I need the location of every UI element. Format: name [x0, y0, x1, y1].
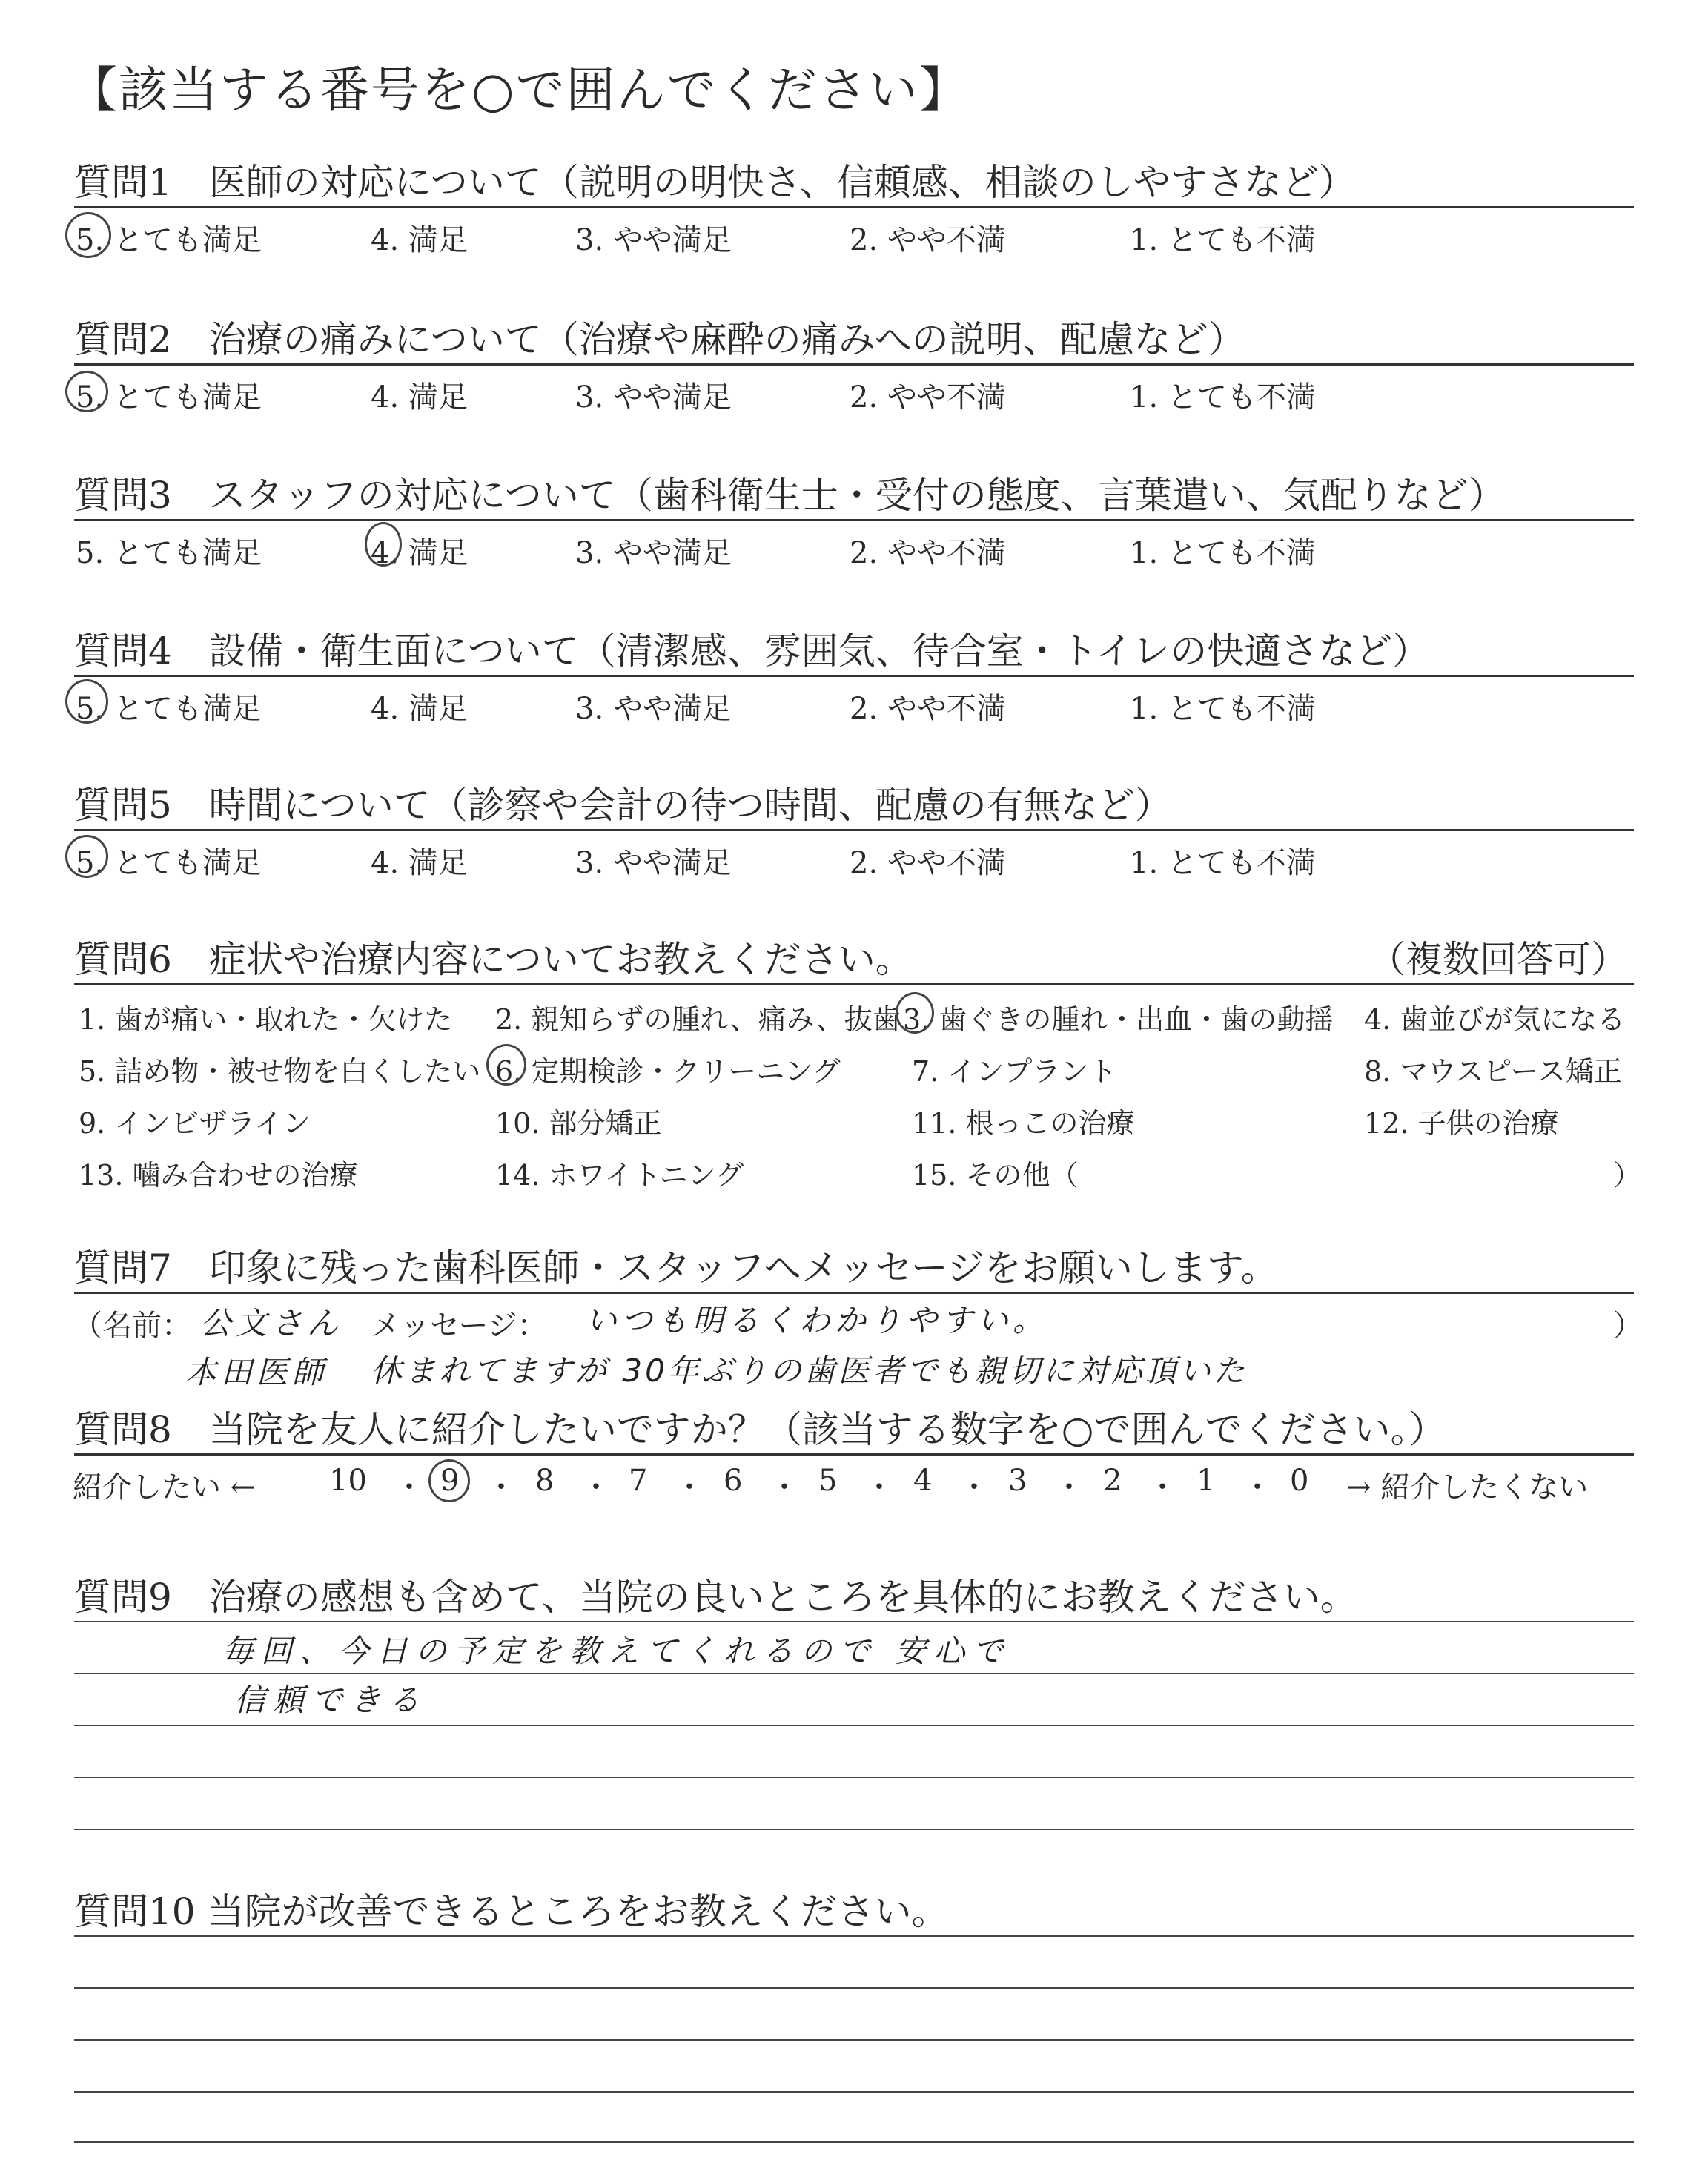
q7-close-paren: ） [1613, 1309, 1643, 1343]
q8-separator: ・ [959, 1470, 989, 1505]
q5-option-5[interactable]: 5. とても満足 [76, 846, 262, 880]
q1-rule [74, 206, 1634, 208]
q8-scale-6[interactable]: 6 [724, 1464, 743, 1498]
q9-answer-line [74, 1673, 1634, 1674]
q4-rule [74, 675, 1634, 677]
q8-separator: ・ [1242, 1470, 1272, 1505]
q10-answer-line [74, 1935, 1634, 1937]
q3-rule [74, 519, 1634, 521]
q7-message-label: メッセージ： [371, 1309, 547, 1343]
q9-title: 質問9 治療の感想も含めて、当院の良いところを具体的にお教えください。 [74, 1576, 1357, 1619]
q2-option-1[interactable]: 1. とても不満 [1130, 380, 1316, 415]
q8-scale-10[interactable]: 10 [329, 1464, 367, 1498]
q8-scale-1[interactable]: 1 [1196, 1464, 1216, 1498]
q1-option-1[interactable]: 1. とても不満 [1130, 223, 1316, 257]
q8-scale-2[interactable]: 2 [1103, 1464, 1122, 1498]
q8-right-label: → 紹介したくない [1346, 1470, 1589, 1505]
q6-title: 質問6 症状や治療内容についてお教えください。 [74, 938, 913, 981]
q1-title: 質問1 医師の対応について（説明の明快さ、信頼感、相談のしやすさなど） [74, 161, 1356, 204]
q5-option-4[interactable]: 4. 満足 [371, 846, 468, 880]
q8-separator: ・ [486, 1470, 516, 1505]
q8-separator: ・ [581, 1470, 611, 1505]
q3-option-3[interactable]: 3. やや満足 [575, 536, 732, 570]
q8-left-label: 紹介したい ← [73, 1470, 256, 1505]
q6-option-6[interactable]: 6. 定期検診・クリーニング [495, 1055, 841, 1088]
q2-option-3[interactable]: 3. やや満足 [575, 380, 732, 415]
q6-option-11[interactable]: 11. 根っこの治療 [912, 1107, 1135, 1140]
q10-title: 質問10 当院が改善できるところをお教えください。 [74, 1890, 949, 1933]
q2-option-2[interactable]: 2. やや不満 [850, 380, 1006, 415]
q6-rule [74, 983, 1634, 985]
q6-option-13[interactable]: 13. 噛み合わせの治療 [79, 1159, 358, 1192]
q6-option-1[interactable]: 1. 歯が痛い・取れた・欠けた [79, 1003, 453, 1036]
q6-multiple-note: （複数回答可） [1368, 938, 1628, 981]
q10-answer-line [74, 2091, 1634, 2093]
q10-answer-line [74, 1987, 1634, 1989]
q4-option-1[interactable]: 1. とても不満 [1130, 692, 1316, 726]
q7-handwritten-message-2: 休まれてますが 30年ぶりの歯医者でも親切に対応頂いた [371, 1353, 1248, 1389]
q9-answer-line [74, 1777, 1634, 1778]
q2-option-4[interactable]: 4. 満足 [371, 380, 468, 415]
q8-scale-9[interactable]: 9 [440, 1464, 460, 1498]
q6-option-14[interactable]: 14. ホワイトニング [495, 1159, 744, 1192]
q6-option-15[interactable]: 15. その他（ [912, 1159, 1079, 1192]
q10-answer-line [74, 2141, 1634, 2143]
q5-title: 質問5 時間について（診察や会計の待つ時間、配慮の有無など） [74, 784, 1172, 827]
q6-option-10[interactable]: 10. 部分矯正 [495, 1107, 662, 1140]
q3-option-4[interactable]: 4. 満足 [371, 536, 468, 570]
q8-scale-7[interactable]: 7 [629, 1464, 648, 1498]
q4-option-4[interactable]: 4. 満足 [371, 692, 468, 726]
q7-name-label: （名前： [73, 1309, 191, 1343]
q8-separator: ・ [675, 1470, 704, 1505]
q8-rule [74, 1453, 1634, 1456]
q4-option-2[interactable]: 2. やや不満 [850, 692, 1006, 726]
q3-option-5[interactable]: 5. とても満足 [76, 536, 262, 570]
q6-option-9[interactable]: 9. インビザライン [79, 1107, 311, 1140]
q4-option-5[interactable]: 5. とても満足 [76, 692, 262, 726]
q5-option-2[interactable]: 2. やや不満 [850, 846, 1006, 880]
q7-handwritten-name-1: 公文さん [200, 1305, 343, 1341]
q10-answer-line [74, 2039, 1634, 2041]
q7-handwritten-message-1: いつも明るくわかりやすい。 [586, 1302, 1049, 1338]
q8-scale-8[interactable]: 8 [535, 1464, 555, 1498]
q5-option-1[interactable]: 1. とても不満 [1130, 846, 1316, 880]
q4-title: 質問4 設備・衛生面について（清潔感、雰囲気、待合室・トイレの快適さなど） [74, 630, 1430, 673]
q6-option-4[interactable]: 4. 歯並びが気になる [1364, 1003, 1626, 1036]
q1-option-2[interactable]: 2. やや不満 [850, 223, 1006, 257]
q7-title: 質問7 印象に残った歯科医師・スタッフへメッセージをお願いします。 [74, 1246, 1278, 1289]
q3-title: 質問3 スタッフの対応について（歯科衛生士・受付の態度、言葉遣い、気配りなど） [74, 474, 1506, 517]
q6-other-close: ） [1613, 1159, 1642, 1192]
q9-answer-line [74, 1725, 1634, 1726]
q8-title: 質問8 当院を友人に紹介したいですか？（該当する数字を○で囲んでください。） [74, 1408, 1446, 1451]
q4-option-3[interactable]: 3. やや満足 [575, 692, 732, 726]
q7-rule [74, 1292, 1634, 1294]
q8-scale-0[interactable]: 0 [1290, 1464, 1309, 1498]
q3-option-2[interactable]: 2. やや不満 [850, 536, 1006, 570]
q6-option-3[interactable]: 3. 歯ぐきの腫れ・出血・歯の動揺 [903, 1003, 1334, 1036]
q3-option-1[interactable]: 1. とても不満 [1130, 536, 1316, 570]
q2-option-5[interactable]: 5. とても満足 [76, 380, 262, 415]
form-header: 【該当する番号を○で囲んでください】 [68, 62, 970, 119]
q5-option-3[interactable]: 3. やや満足 [575, 846, 732, 880]
q6-option-8[interactable]: 8. マウスピース矯正 [1364, 1055, 1622, 1088]
q8-separator: ・ [1148, 1470, 1177, 1505]
q1-option-5[interactable]: 5. とても満足 [76, 223, 262, 257]
q6-option-7[interactable]: 7. インプラント [912, 1055, 1117, 1088]
q2-title: 質問2 治療の痛みについて（治療や麻酔の痛みへの説明、配慮など） [74, 318, 1245, 361]
q9-answer-line [74, 1621, 1634, 1622]
q7-handwritten-name-2: 本田医師 [185, 1354, 328, 1390]
q8-scale-3[interactable]: 3 [1008, 1464, 1027, 1498]
q1-option-3[interactable]: 3. やや満足 [575, 223, 732, 257]
q1-option-4[interactable]: 4. 満足 [371, 223, 468, 257]
q5-rule [74, 829, 1634, 831]
q2-rule [74, 363, 1634, 366]
q9-answer-line [74, 1829, 1634, 1830]
q8-separator: ・ [864, 1470, 894, 1505]
q8-scale-5[interactable]: 5 [818, 1464, 838, 1498]
q8-separator: ・ [1054, 1470, 1084, 1505]
q6-option-2[interactable]: 2. 親知らずの腫れ、痛み、抜歯 [495, 1003, 901, 1036]
q8-separator: ・ [394, 1470, 424, 1505]
q6-option-12[interactable]: 12. 子供の治療 [1364, 1107, 1559, 1140]
q6-option-5[interactable]: 5. 詰め物・被せ物を白くしたい [79, 1055, 481, 1088]
q9-handwritten-line-2: 信頼できる [234, 1682, 428, 1718]
q8-separator: ・ [769, 1470, 799, 1505]
q9-handwritten-line-1: 毎回、今日の予定を教えてくれるので 安心で [222, 1633, 1011, 1669]
q8-scale-4[interactable]: 4 [913, 1464, 933, 1498]
